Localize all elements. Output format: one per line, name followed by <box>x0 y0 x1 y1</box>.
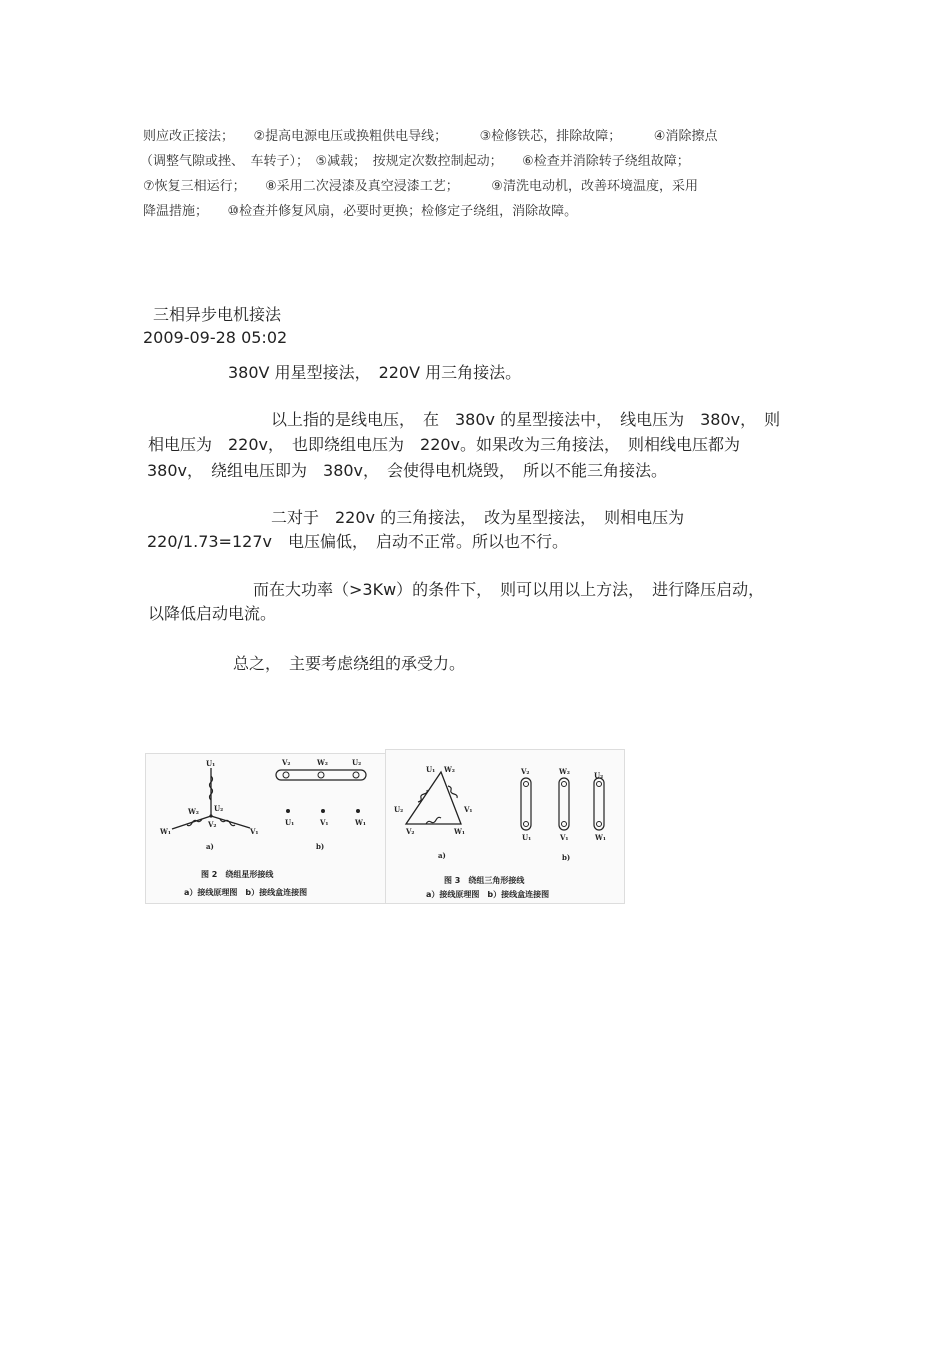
label-u2: U₂ <box>214 804 224 813</box>
label-a-right: a) <box>438 851 446 860</box>
label-b-u1: U₁ <box>285 818 295 827</box>
paragraph-3-line-1: 二对于 220v 的三角接法， 改为星型接法， 则相电压为 <box>271 508 685 527</box>
label-u1: U₁ <box>206 759 216 768</box>
figure-delta-connection <box>385 749 625 904</box>
article-date: 2009-09-28 05:02 <box>143 328 288 347</box>
paragraph-1: 380V 用星型接法， 220V 用三角接法。 <box>228 363 522 382</box>
label-w1: W₁ <box>160 827 171 836</box>
label-b-w2-right: W₂ <box>559 767 570 776</box>
label-b-v2-right: V₂ <box>521 767 530 776</box>
paragraph-4-line-2: 以降低启动电流。 <box>148 604 277 623</box>
label-b-v1-right: V₁ <box>560 833 569 842</box>
paragraph-2-line-2: 相电压为 220v， 也即绕组电压为 220v。如果改为三角接法， 则相线电压都为 <box>148 435 741 454</box>
label-b-right: b) <box>562 853 571 862</box>
top-paragraph-line-1: 则应改正接法； ②提高电源电压或换粗供电导线； ③检修铁芯，排除故障； ④消除擦点 <box>143 129 718 144</box>
label-b-u2: U₂ <box>352 758 362 767</box>
figure-star-connection <box>145 753 386 904</box>
star-connection-diagram <box>146 754 385 903</box>
label-v1-right: V₁ <box>464 805 473 814</box>
paragraph-5: 总之， 主要考虑绕组的承受力。 <box>233 654 466 673</box>
article-title: 三相异步电机接法 <box>153 305 282 324</box>
figure-right-caption: 图 3 绕组三角形接线 <box>444 876 525 885</box>
label-w2-right: W₂ <box>444 765 455 774</box>
label-u2-right: U₂ <box>394 805 404 814</box>
label-w2: W₂ <box>188 807 199 816</box>
label-a-left: a) <box>206 842 214 851</box>
label-b-w1-right: W₁ <box>595 833 606 842</box>
paragraph-4-line-1: 而在大功率（>3Kw）的条件下， 则可以用以上方法， 进行降压启动， <box>253 580 765 599</box>
label-b-left: b) <box>316 842 325 851</box>
label-v2-right: V₂ <box>406 827 415 836</box>
top-paragraph-line-3: ⑦恢复三相运行； ⑧采用二次浸漆及真空浸漆工艺； ⑨清洗电动机，改善环境温度，采用 <box>143 179 698 194</box>
label-b-w1: W₁ <box>355 818 366 827</box>
label-w1-right: W₁ <box>454 827 465 836</box>
figure-right-subcaption: a）接线原理图 b）接线盒连接图 <box>426 890 550 899</box>
top-paragraph-line-2: （调整气隙或挫、 车转子）； ⑤减载； 按规定次数控制起动； ⑥检查并消除转子绕组故障； <box>140 154 690 169</box>
label-v1: V₁ <box>250 827 259 836</box>
label-b-u2-right: U₂ <box>594 771 604 780</box>
label-b-v2: V₂ <box>282 758 291 767</box>
label-b-u1-right: U₁ <box>522 833 532 842</box>
paragraph-2-line-1: 以上指的是线电压， 在 380v 的星型接法中， 线电压为 380v， 则 <box>271 410 781 429</box>
figure-left-caption: 图 2 绕组星形接线 <box>201 870 274 879</box>
top-paragraph-line-4: 降温措施； ⑩检查并修复风扇，必要时更换；检修定子绕组，消除故障。 <box>143 204 578 219</box>
label-v2: V₂ <box>208 820 217 829</box>
label-u1-right: U₁ <box>426 765 436 774</box>
delta-connection-diagram <box>386 750 624 903</box>
label-b-w2: W₂ <box>317 758 328 767</box>
label-b-v1: V₁ <box>320 818 329 827</box>
paragraph-2-line-3: 380v， 绕组电压即为 380v， 会使得电机烧毁， 所以不能三角接法。 <box>147 461 668 480</box>
paragraph-3-line-2: 220/1.73=127v 电压偏低， 启动不正常。所以也不行。 <box>147 532 568 551</box>
figure-left-subcaption: a）接线原理图 b）接线盒连接图 <box>184 888 308 897</box>
